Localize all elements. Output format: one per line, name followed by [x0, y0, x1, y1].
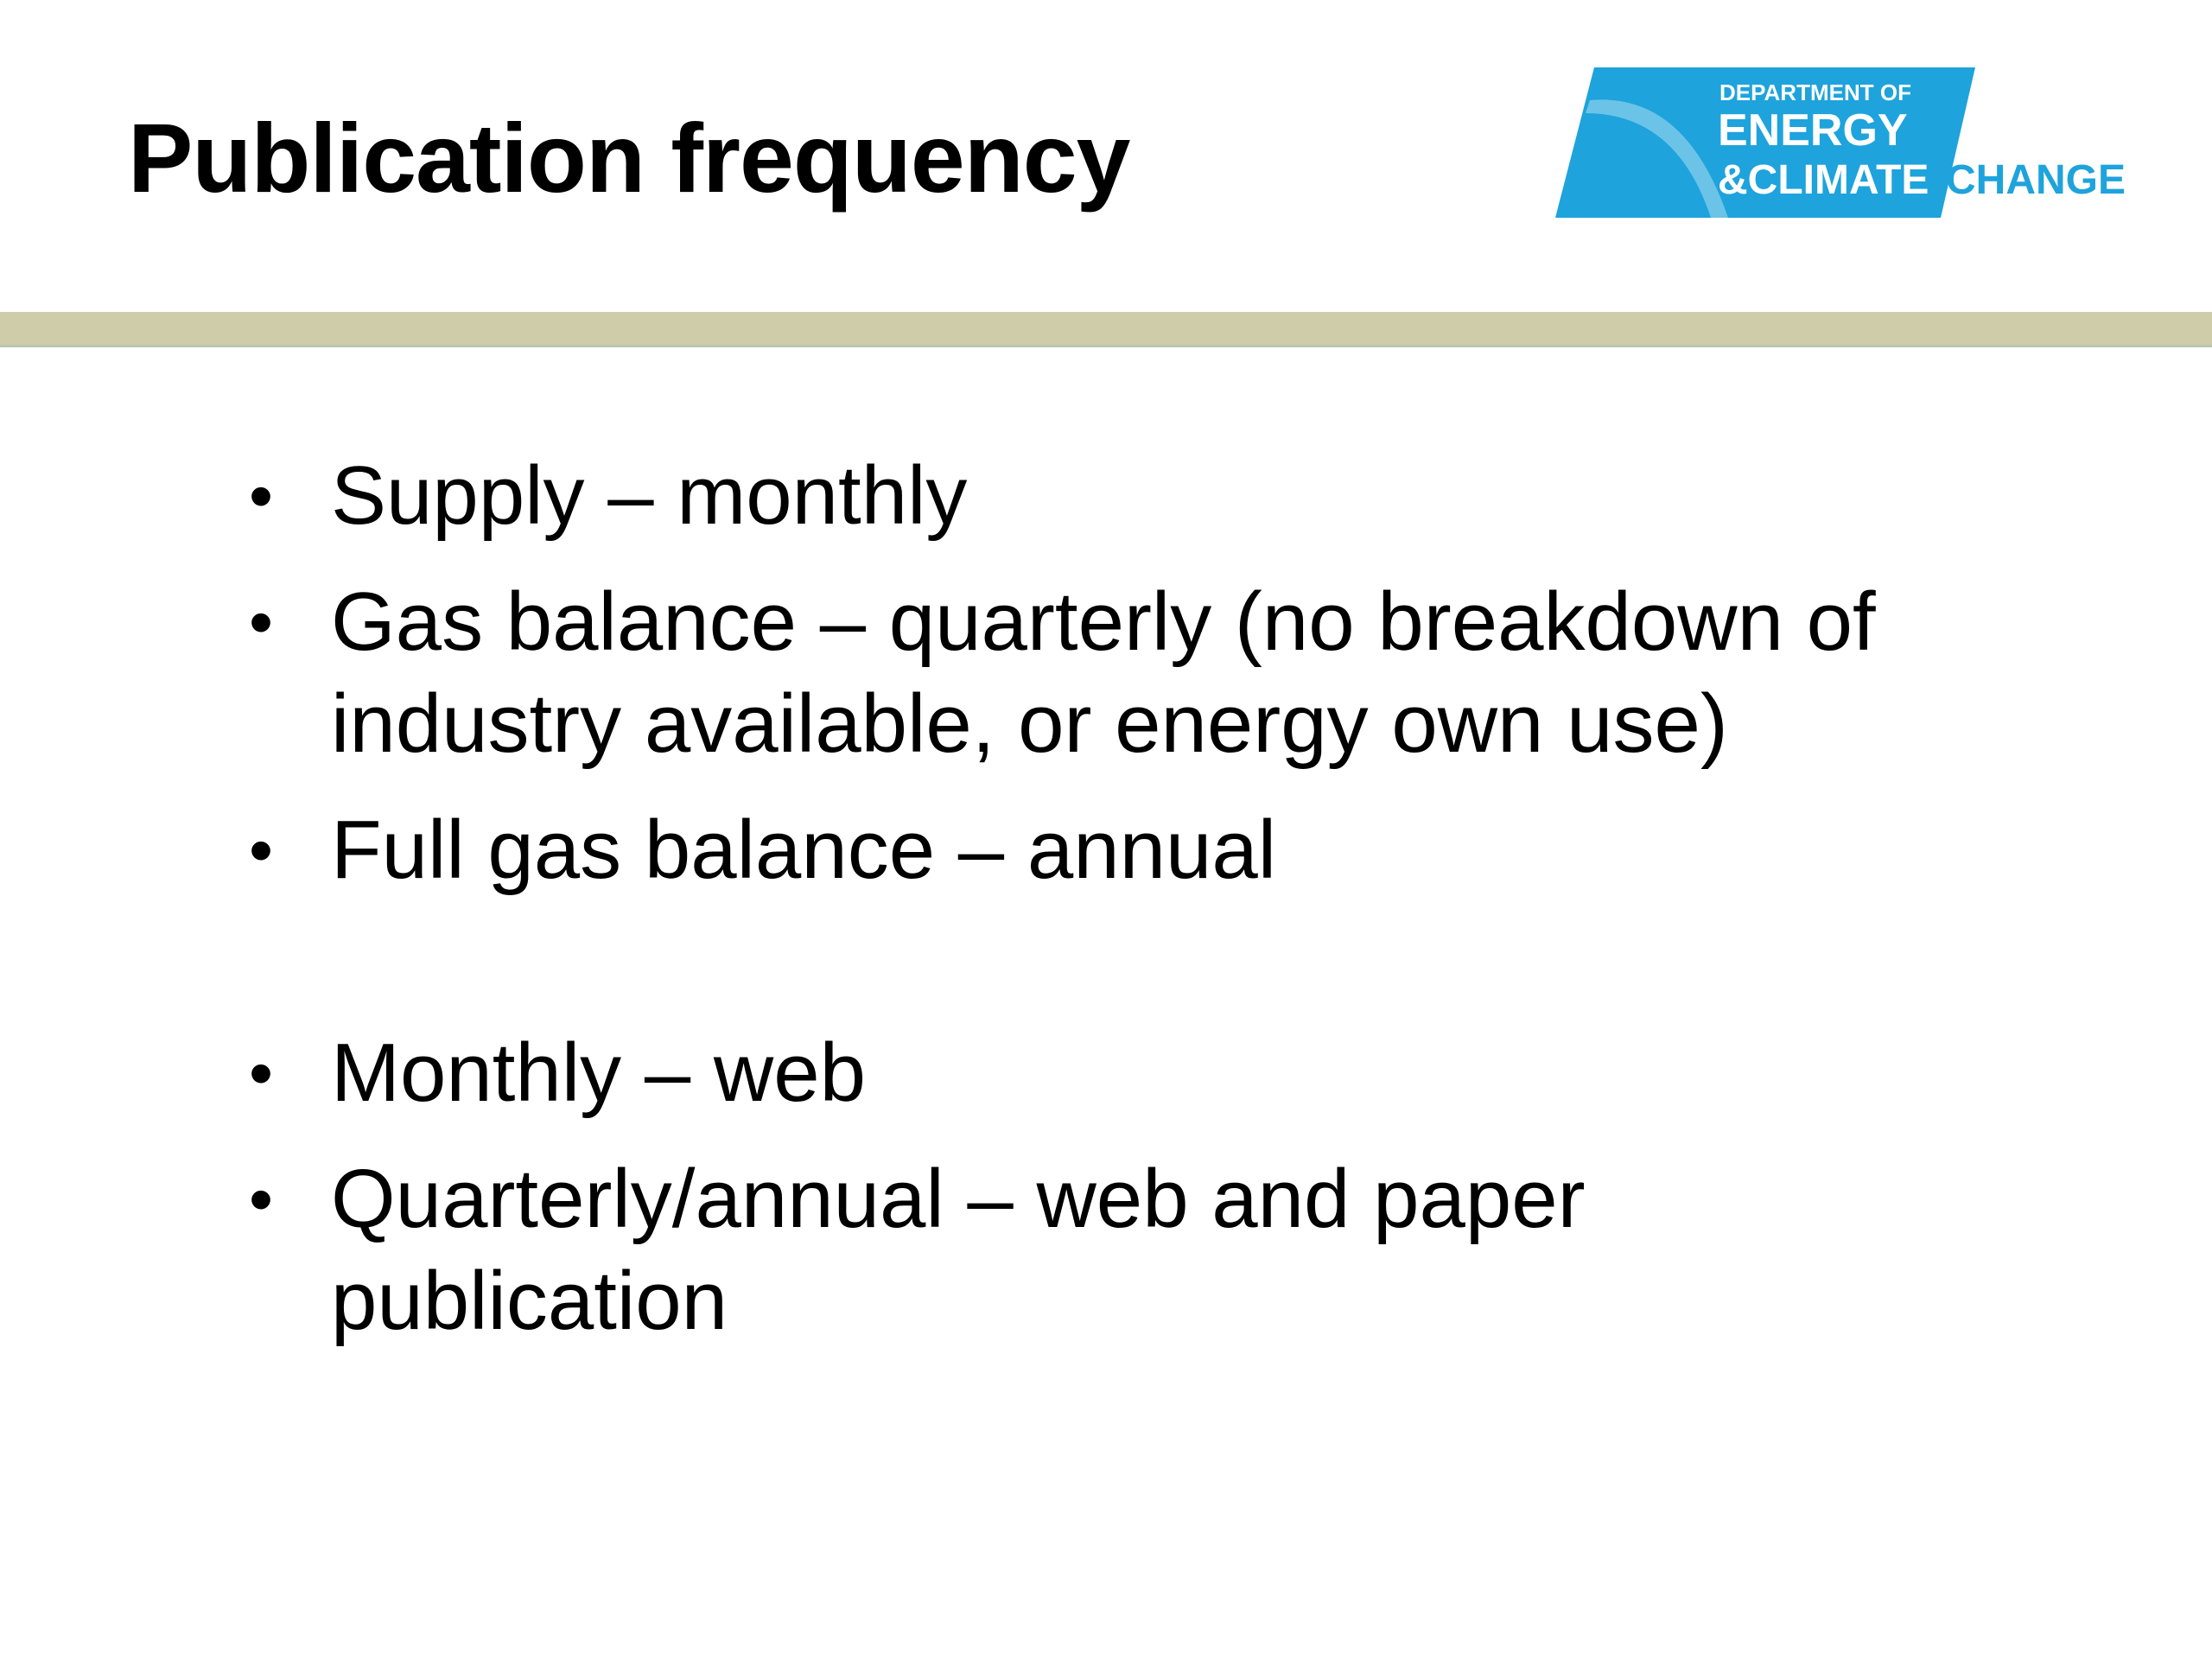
bullet-item — [242, 571, 1970, 775]
decc-logo — [1555, 66, 2126, 221]
bullet-text-line: Supply – monthly — [331, 449, 968, 542]
bullet-list — [242, 445, 1970, 1376]
bullet-dot: • — [249, 1160, 274, 1237]
bullet-text-line: publication — [331, 1255, 728, 1347]
slide-title: Publication frequency — [128, 104, 1130, 213]
logo-climate-text: &CLIMATE — [1718, 157, 1929, 203]
bullet-text-line: Full gas balance – annual — [331, 804, 1277, 896]
bullet-dot: • — [249, 583, 274, 660]
bullet-item — [242, 445, 1970, 547]
bullet-text-line: industry available, or energy own use) — [331, 677, 1728, 770]
bullet-dot: • — [249, 1034, 274, 1111]
bullet-item — [242, 1022, 1970, 1124]
logo-change-text: CHANGE — [1946, 157, 2126, 203]
header-divider-rule — [0, 345, 2212, 347]
header-divider — [0, 312, 2212, 345]
logo-energy-text: ENERGY — [1718, 105, 1908, 156]
bullet-text-line: Gas balance – quarterly (no breakdown of — [331, 575, 1876, 668]
bullet-text-line: Monthly – web — [331, 1027, 866, 1119]
bullet-item — [242, 1148, 1970, 1352]
logo-department-of-text: DEPARTMENT OF — [1719, 79, 1911, 105]
bullet-dot: • — [249, 457, 274, 534]
bullet-text-line: Quarterly/annual – web and paper — [331, 1153, 1586, 1245]
bullet-dot: • — [249, 811, 274, 888]
bullet-item — [242, 799, 1970, 901]
